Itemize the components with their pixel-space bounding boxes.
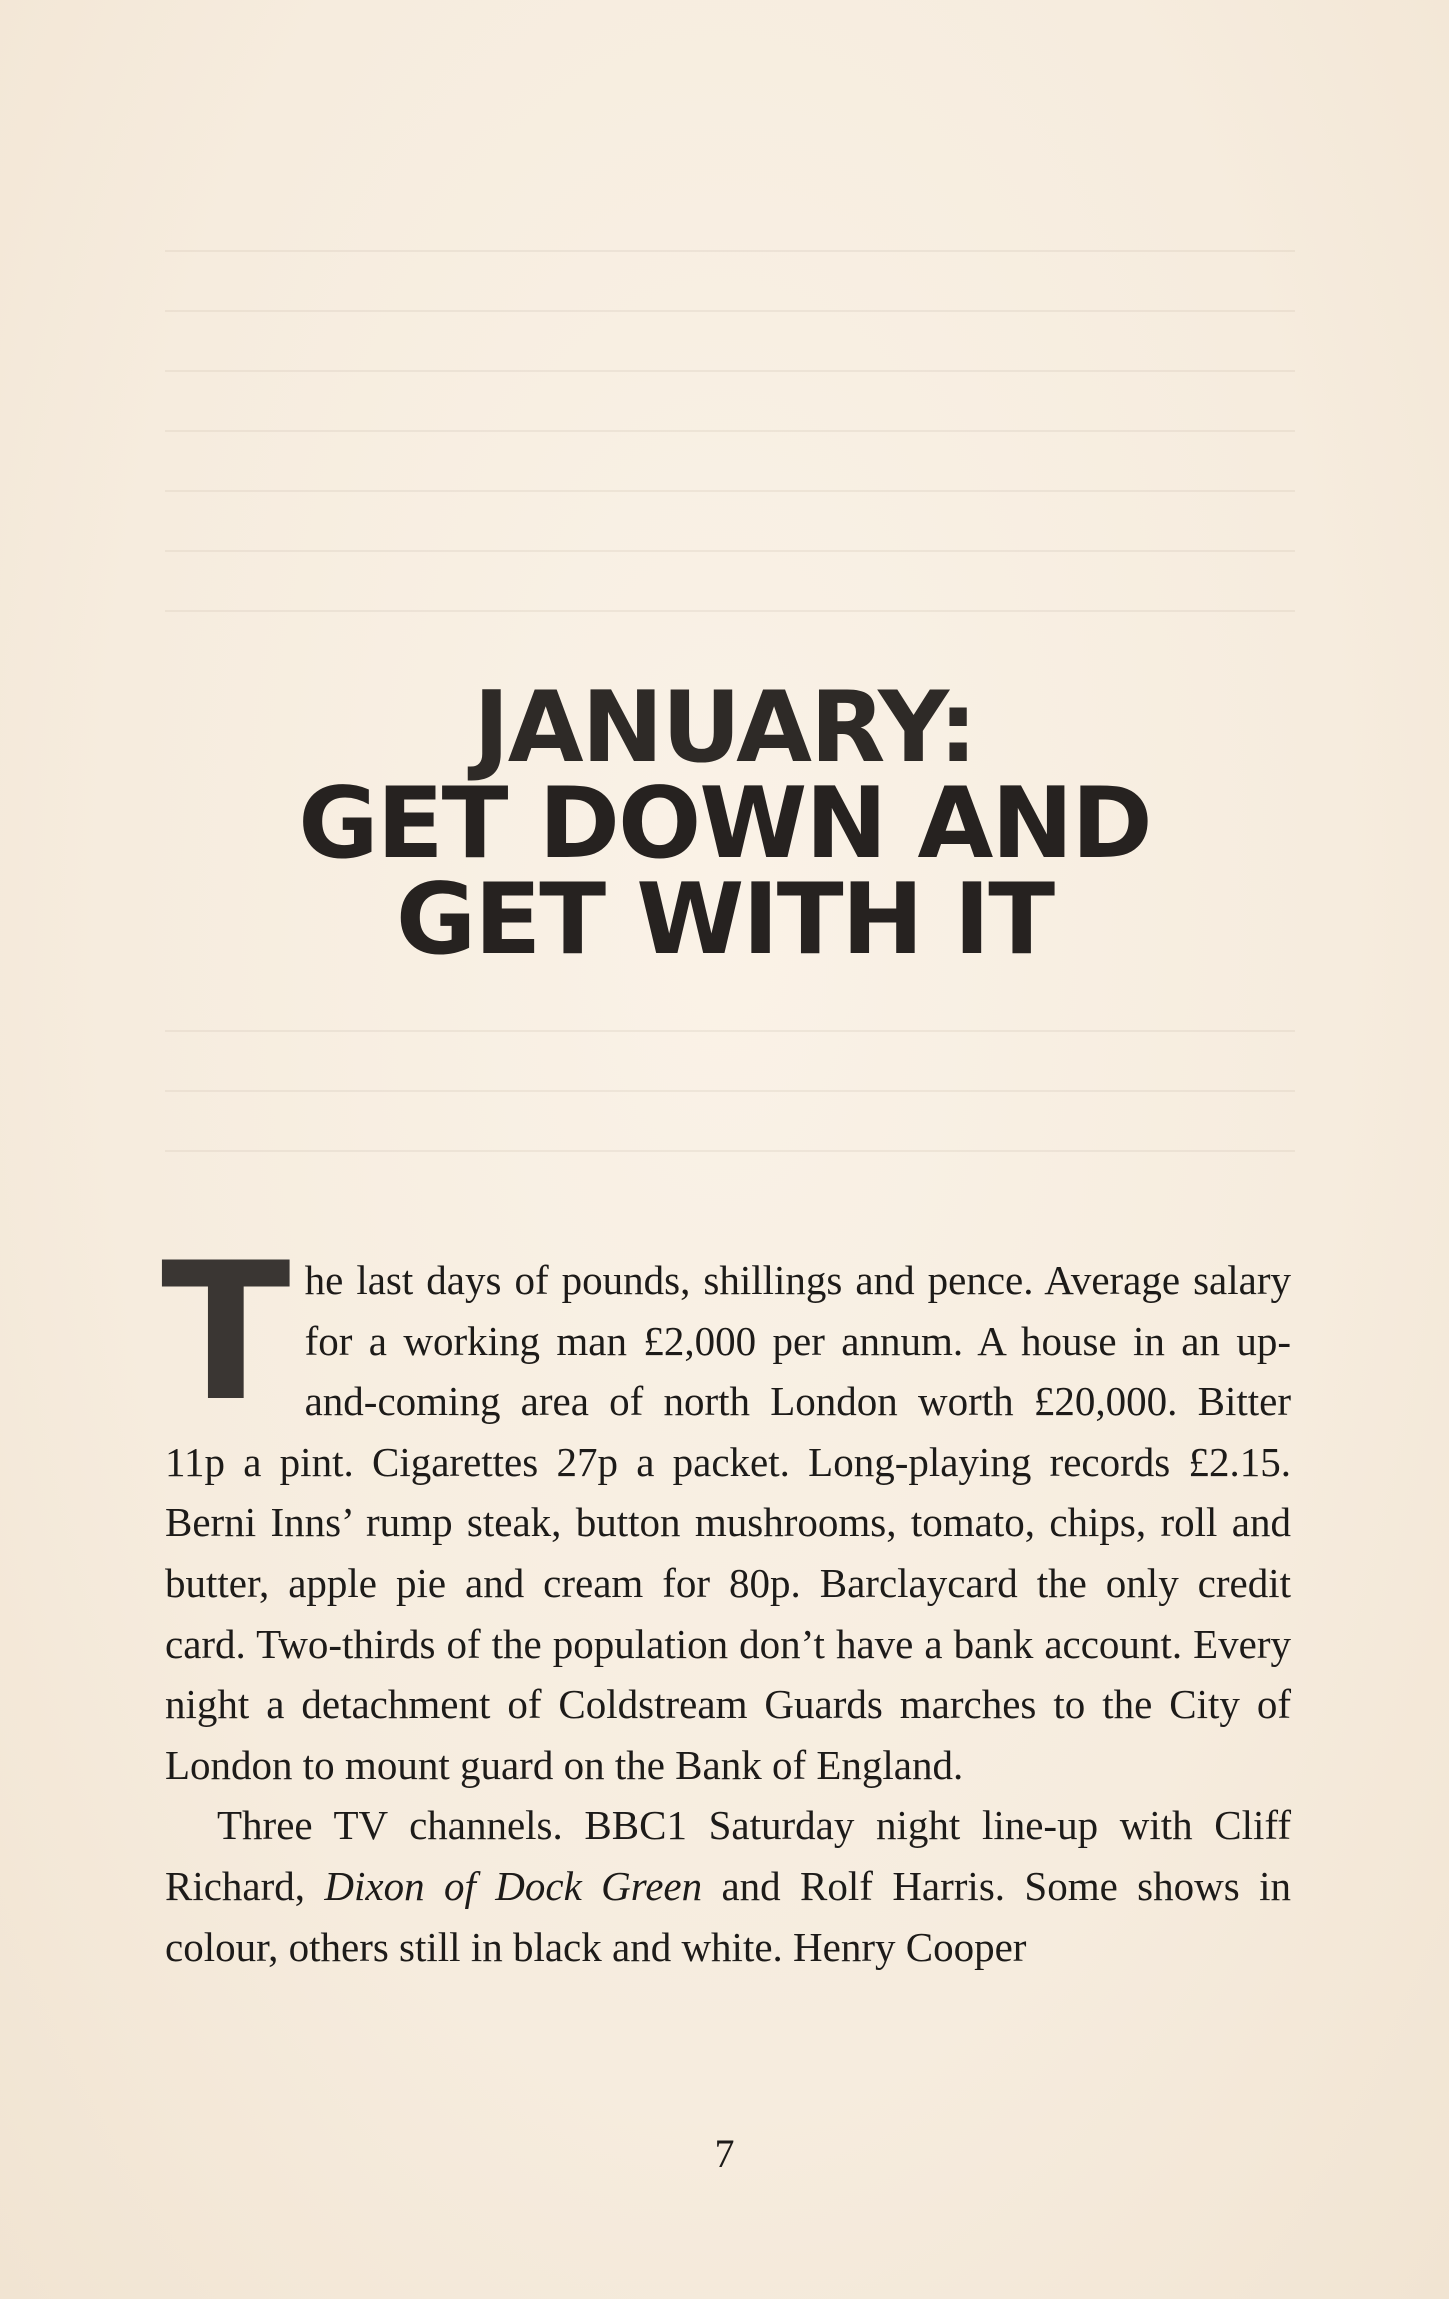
show-through-line: [165, 1090, 1295, 1092]
page-number: 7: [714, 2131, 735, 2176]
show-through-line: [165, 1030, 1295, 1032]
chapter-heading-line1: JANUARY:: [473, 671, 976, 785]
chapter-body: [161, 1222, 1291, 1977]
paragraph-2-text-b: and Rolf Harris. Some shows in colour, others still in black and white. Henry Cooper: [165, 1862, 1291, 1970]
show-through-line: [165, 610, 1295, 612]
chapter-heading: [0, 671, 1449, 977]
drop-cap: T: [161, 1222, 291, 1443]
chapter-heading-line2: GET DOWN AND: [298, 767, 1151, 881]
show-title-italic: Dixon of Dock Green: [324, 1862, 703, 1909]
show-through-line: [165, 550, 1295, 552]
show-through-line: [165, 430, 1295, 432]
show-through-line: [165, 490, 1295, 492]
paragraph-2: [165, 1795, 1291, 1977]
paragraph-1: [161, 1222, 1291, 1795]
show-through-line: [165, 310, 1295, 312]
show-through-line: [165, 1150, 1295, 1152]
paragraph-2-text-a: Three TV channels. BBC1 Saturday night line-up with Cliff Richard,: [165, 1802, 1291, 1909]
show-through-line: [165, 250, 1295, 252]
paragraph-1-text: he last days of pounds, shillings and pence. Average salary for a working man £2,000 per annum. A house in an up-and-coming area of north London worth £20,000. Bitter 11p a pint. Cigarettes 27p a packet. Long-playing records £2.15. Berni Inns’ rump steak, button mushrooms, tomato, chips, roll and butter, apple pie and cream for 80p. Barclaycard the only credit card. Two-thirds of the population don’t have a bank account. Every night a detachment of Coldstream Guards marches to the City of London to mount guard on the Bank of England.: [165, 1257, 1291, 1788]
show-through-line: [165, 370, 1295, 372]
chapter-heading-line3: GET WITH IT: [395, 863, 1054, 977]
